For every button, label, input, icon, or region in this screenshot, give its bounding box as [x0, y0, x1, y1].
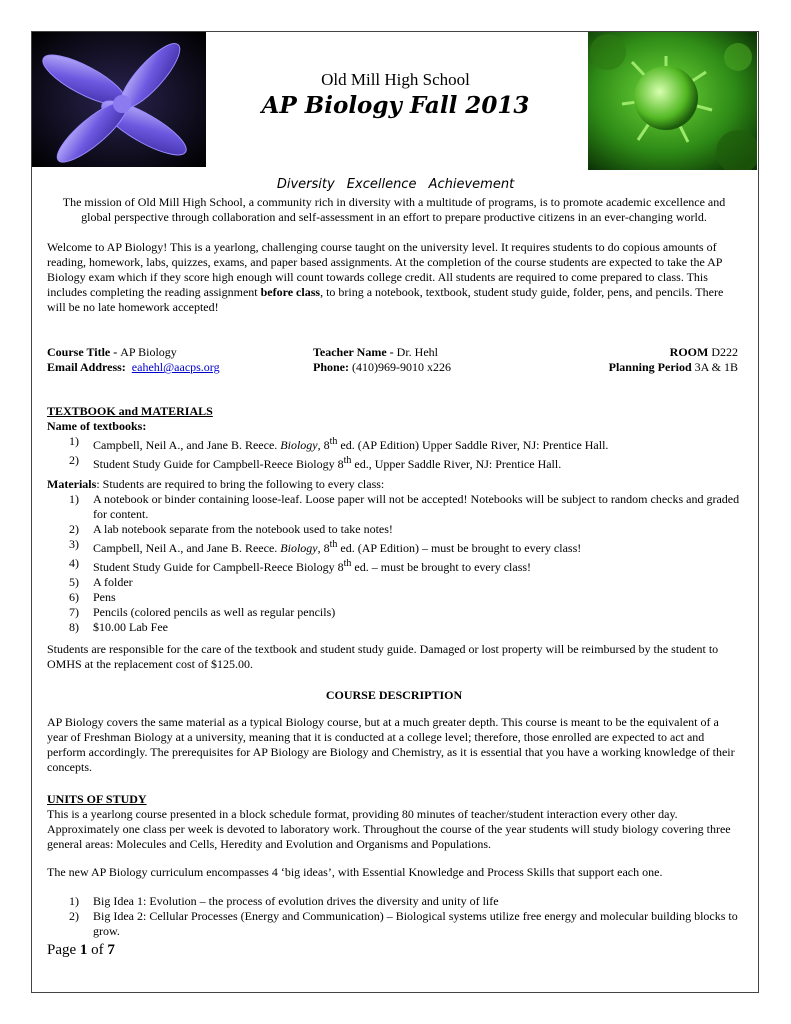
- list-text: Pens: [93, 590, 116, 604]
- list-text: ed. – must be brought to every class!: [351, 560, 532, 574]
- page-number-footer: [47, 942, 115, 959]
- welcome-paragraph: [47, 240, 741, 315]
- planning-label: Planning Period: [608, 360, 692, 374]
- phone-label: Phone:: [313, 360, 349, 374]
- units-text: This is a yearlong course presented in a block schedule format, providing 80 minutes of teacher/student interaction every other day. Approximately one class per week is devoted to laboratory work. Throughout the course of the year students will study biology covering three general areas: Molecules and Cells, Heredity and Evolution and Organisms and Populations.: [47, 807, 731, 851]
- list-italic: Biology: [280, 438, 318, 452]
- list-item: [47, 537, 741, 556]
- teacher-label: Teacher Name -: [313, 345, 397, 359]
- materials-section: [47, 477, 741, 635]
- course-title-heading: AP Biology Fall 2013: [261, 92, 530, 119]
- list-item: [47, 556, 741, 575]
- materials-intro-text: : Students are required to bring the following to every class:: [96, 477, 385, 491]
- list-text: ed., Upper Saddle River, NJ: Prentice Hall.: [351, 457, 562, 471]
- list-number: 4): [69, 556, 79, 570]
- teacher-info: [313, 345, 438, 360]
- list-text: Pencils (colored pencils as well as regular pencils): [93, 605, 336, 619]
- room-info: [670, 345, 738, 360]
- list-number: 2): [69, 522, 79, 536]
- teacher-value: Dr. Hehl: [396, 345, 438, 359]
- list-text: $10.00 Lab Fee: [93, 620, 168, 634]
- list-item: [47, 453, 741, 472]
- list-sup: th: [329, 539, 338, 550]
- big-ideas-intro: The new AP Biology curriculum encompasses 4 ‘big ideas’, with Essential Knowledge and Process Skills that support each one.: [47, 865, 663, 879]
- units-section: [47, 792, 741, 852]
- page-num: 1: [79, 942, 88, 958]
- course-value: AP Biology: [120, 345, 177, 359]
- course-description-text: AP Biology covers the same material as a typical Biology course, but at a much greater depth. This course is meant to be the equivalent of a year of Freshman Biology at a university, meaning that it is conducted at a college level; therefore, those enrolled are expected to act and perform accordingly. The prerequisites for AP Biology are Biology and Chemistry, as it is essential that you have a working knowledge of their concepts.: [47, 715, 735, 774]
- email-info: [47, 360, 220, 375]
- list-number: 1): [69, 492, 79, 506]
- mission-statement: The mission of Old Mill High School, a community rich in diversity with a multitude of programs, is to promote academic excellence and global perspective through collaboration and self-assessment in an effort to prepare productive citizens in an ever-changing world.: [62, 195, 726, 224]
- course-info: [47, 345, 177, 360]
- list-number: 7): [69, 605, 79, 619]
- welcome-text-bold: before class: [260, 285, 321, 299]
- list-sup: th: [343, 455, 352, 466]
- page-total: 7: [107, 942, 115, 958]
- list-number: 6): [69, 590, 79, 604]
- list-item: [47, 522, 741, 537]
- email-link[interactable]: eahehl@aacps.org: [131, 360, 220, 374]
- planning-info: [609, 360, 738, 375]
- planning-value: 3A & 1B: [691, 360, 738, 374]
- list-text: A folder: [93, 575, 133, 589]
- room-value: D222: [708, 345, 738, 359]
- email-label: Email Address:: [47, 360, 126, 374]
- of-word: of: [87, 942, 108, 958]
- school-name: Old Mill High School: [321, 70, 470, 89]
- textbook-sublabel: Name of textbooks:: [47, 419, 147, 433]
- list-number: 2): [69, 453, 79, 467]
- course-description-heading-text: COURSE DESCRIPTION: [325, 688, 463, 702]
- textbook-heading: TEXTBOOK and MATERIALS: [47, 404, 213, 418]
- list-text: , 8: [317, 541, 330, 555]
- list-item: [47, 605, 741, 620]
- big-ideas-section: [47, 894, 741, 939]
- school-motto: Diversity Excellence Achievement: [276, 177, 515, 192]
- list-item: [47, 492, 741, 522]
- list-italic: Biology: [280, 541, 318, 555]
- list-number: 1): [69, 894, 79, 908]
- page-word: Page: [47, 942, 80, 958]
- list-text: , 8: [317, 438, 330, 452]
- list-text: Student Study Guide for Campbell-Reece Biology 8: [93, 457, 344, 471]
- course-label: Course Title -: [47, 345, 121, 359]
- list-number: 3): [69, 537, 79, 551]
- textbook-sublabel-text: Name of textbooks: [47, 419, 143, 433]
- materials-list: [47, 492, 741, 635]
- list-item: [47, 620, 741, 635]
- welcome-text-a: Welcome to AP Biology! This is a yearlong, challenging course taught on the university level. It requires students to do copious amounts of reading, homework, labs, quizzes, exams, and paper based assignments. At the completion of the course students are expected to take the AP Biology exam which if they score high enough will count towards college credit. All students are required to come prepared to class. This includes completing the reading assignment: [47, 240, 723, 299]
- list-number: 2): [69, 909, 79, 923]
- welcome-text-b: , to bring a notebook, textbook, student study guide, folder, pens, and pencils. There will be no late homework accepted!: [47, 285, 724, 314]
- list-item: [47, 575, 741, 590]
- list-number: 1): [69, 434, 79, 448]
- list-item: [47, 434, 741, 453]
- list-item: [47, 590, 741, 605]
- room-label: ROOM: [669, 345, 709, 359]
- responsibility-paragraph: Students are responsible for the care of the textbook and student study guide. Damaged or lost property will be reimbursed by the student to OMHS at the replacement cost of $125.00.: [47, 642, 719, 671]
- course-description-heading: [47, 688, 741, 703]
- list-text: A notebook or binder containing loose-leaf. Loose paper will not be accepted! Notebooks will be subject to random checks and graded for content.: [93, 492, 740, 521]
- big-ideas-list: [47, 894, 741, 939]
- list-number: 5): [69, 575, 79, 589]
- phone-value: (410)969-9010 x226: [349, 360, 451, 374]
- list-text: Campbell, Neil A., and Jane B. Reece.: [93, 438, 281, 452]
- list-number: 8): [69, 620, 79, 634]
- units-heading: UNITS OF STUDY: [47, 792, 147, 806]
- list-text: Student Study Guide for Campbell-Reece Biology 8: [93, 560, 344, 574]
- list-sup: th: [343, 558, 352, 569]
- list-sup: th: [329, 436, 338, 447]
- list-item: [47, 894, 741, 909]
- list-text: Campbell, Neil A., and Jane B. Reece.: [93, 541, 281, 555]
- list-text: ed. (AP Edition) Upper Saddle River, NJ: Prentice Hall.: [337, 438, 609, 452]
- list-text: Big Idea 2: Cellular Processes (Energy and Communication) – Biological systems utilize free energy and molecular building blocks to grow.: [93, 909, 738, 938]
- list-item: [47, 909, 741, 939]
- list-text: Big Idea 1: Evolution – the process of evolution drives the diversity and unity of life: [93, 894, 499, 908]
- phone-info: [313, 360, 451, 375]
- materials-label: Materials: [47, 477, 97, 491]
- list-text: A lab notebook separate from the notebook used to take notes!: [93, 522, 393, 536]
- materials-intro: [47, 477, 741, 492]
- textbook-list: [47, 434, 741, 472]
- textbook-section: [47, 404, 741, 472]
- list-text: ed. (AP Edition) – must be brought to every class!: [337, 541, 582, 555]
